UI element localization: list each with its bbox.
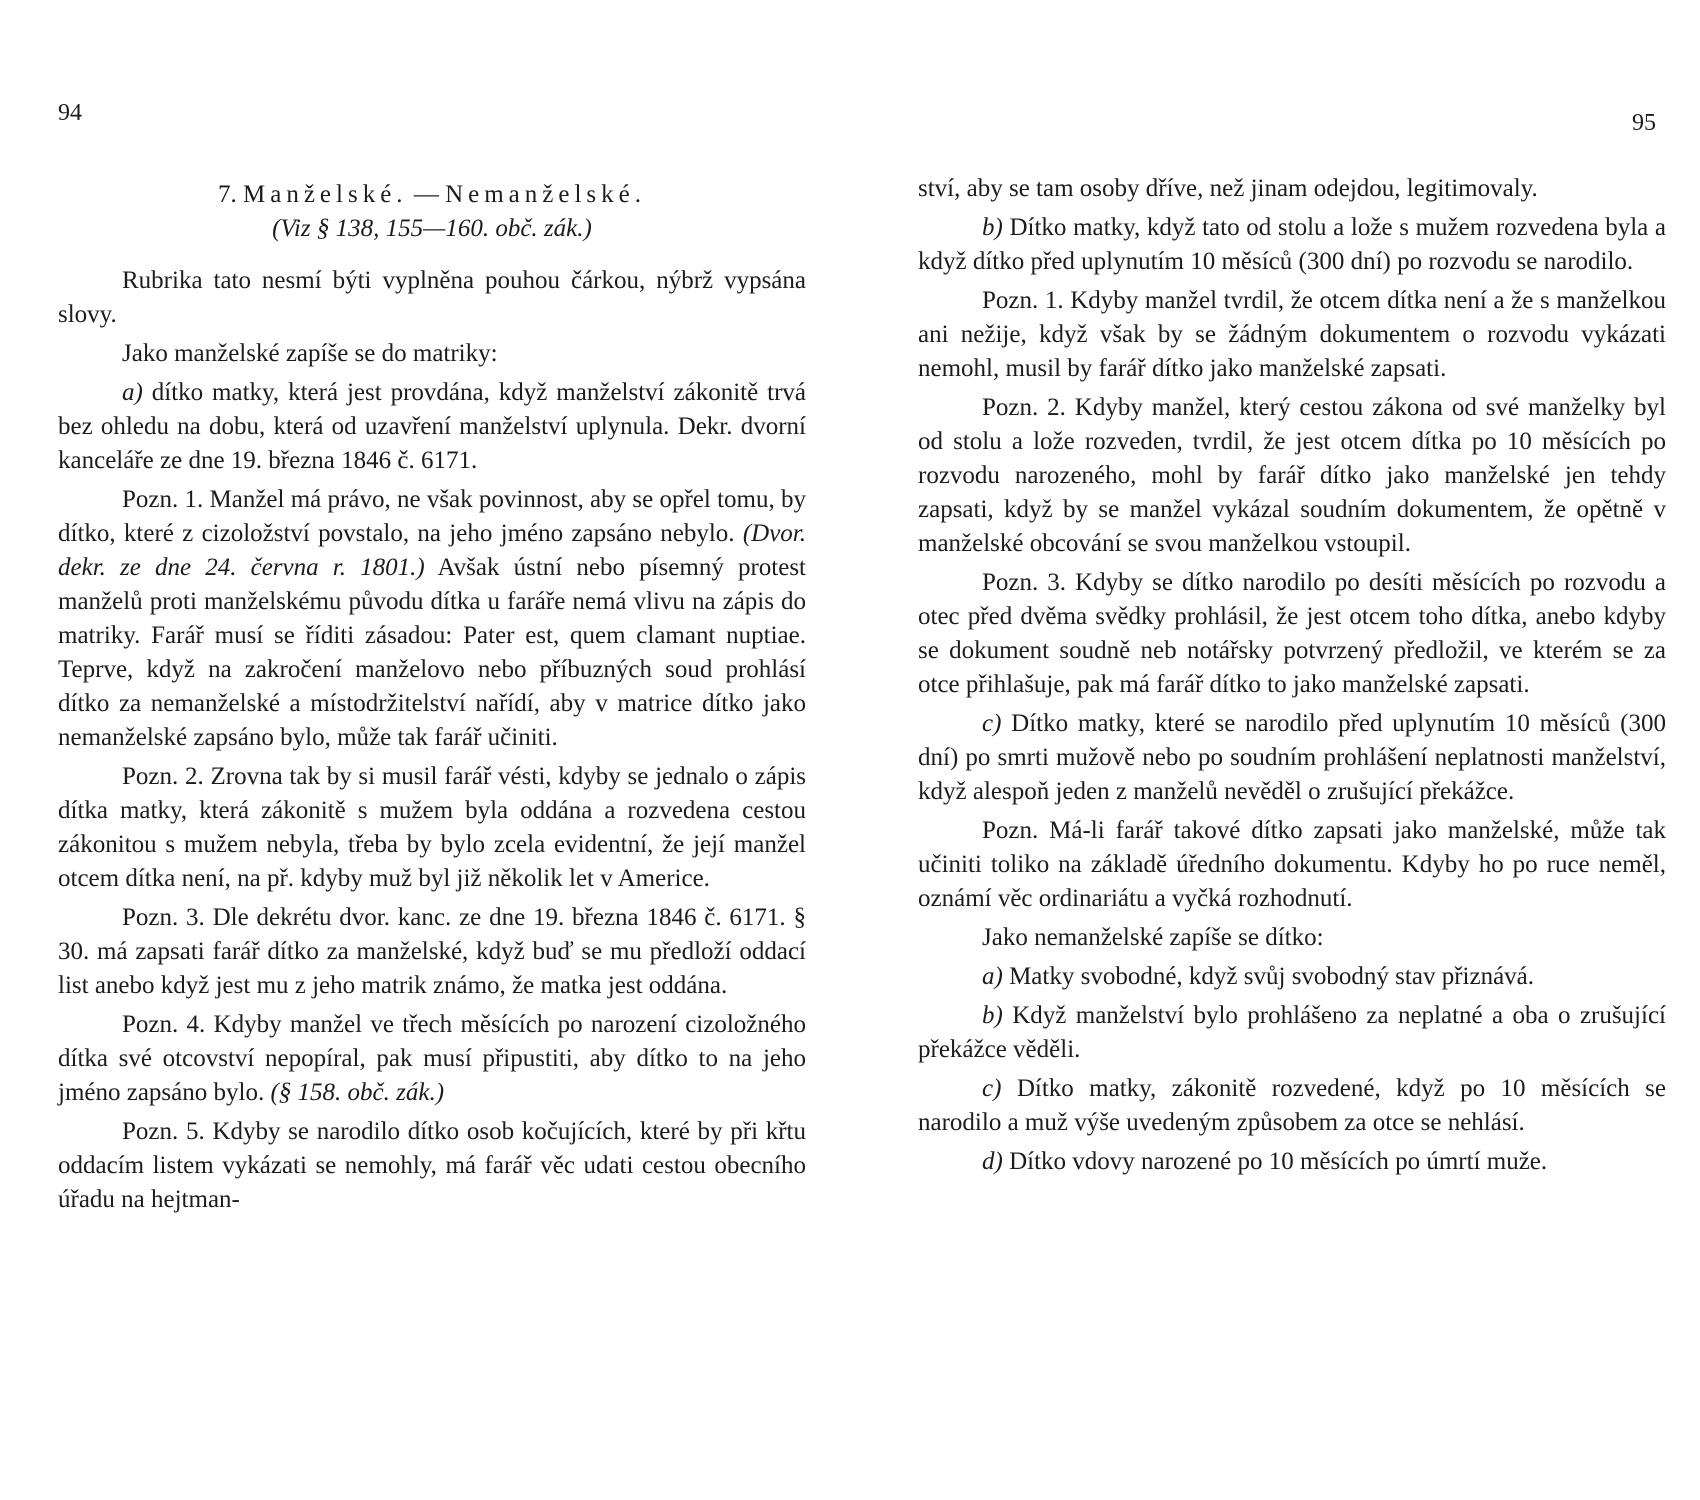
- section-dash: —: [413, 181, 439, 208]
- nonmarital-item-c: [918, 1072, 1666, 1140]
- right-note-2: Pozn. 2. Kdyby manžel, který cestou zákona od své manželky byl od stolu a lože rozveden, tvrdil, že jest otcem dítka po 10 měsících po rozvodu narozeného, mohl by farář dítko jako manželské jen tehdy zapsati, když by se manžel vykázal soudním dokumentem, že opětně v manželské obcování se svou manželkou vstoupil.: [918, 394, 1666, 557]
- nonmarital-b-text: Když manželství bylo prohlášeno za neplatné a oba o zrušující překážce věděli.: [918, 1002, 1666, 1063]
- nonmarital-d-text: Dítko vdovy narozené po 10 měsících po úmrtí muže.: [1002, 1148, 1548, 1175]
- section-title-nonmarital: Nemanželské.: [445, 181, 646, 208]
- item-a-text: dítko matky, která jest provdána, když manželství zákonitě trvá bez ohledu na dobu, která od uzavření manželství uplynula. Dekr. dvorní kanceláře ze dne 19. března 1846 č. 6171.: [58, 379, 806, 474]
- item-c-text: Dítko matky, které se narodilo před uplynutím 10 měsíců (300 dní) po smrti mužově nebo po soudním prohlášení neplatnosti manželství, když alespoň jeden z manželů nevěděl o zrušující překážce.: [918, 710, 1666, 805]
- section-legal-reference: (Viz § 138, 155—160. obč. zák.): [272, 215, 592, 242]
- right-page-column: [918, 172, 1666, 1184]
- right-note-3: Pozn. 3. Kdyby se dítko narodilo po desíti měsících po rozvodu a otec před dvěma svědky prohlásil, že jest otcem toho dítka, anebo kdyby se dokument soudně neb notářsky potvrzený předložil, ve kterém se za otce přihlašuje, pak má farář dítko to jako manželské zapsati.: [918, 569, 1666, 698]
- item-a-marker: a): [122, 379, 143, 406]
- nonmarital-a-text: Matky svobodné, když svůj svobodný stav přiznává.: [1002, 963, 1535, 990]
- right-note-1: Pozn. 1. Kdyby manžel tvrdil, že otcem dítka není a že s manželkou ani nežije, když však by se žádným dokumentem o rozvodu vykázati nemohl, musil by farář dítko jako manželské zapsati.: [918, 287, 1666, 382]
- section-title-marital: Manželské.: [243, 181, 408, 208]
- paragraph-marital-intro: Jako manželské zapíše se do matriky:: [122, 340, 498, 367]
- note-1: [58, 483, 806, 755]
- note-1-rest: Avšak ústní nebo písemný protest manželů proti manželskému původu dítka u faráře nemá vlivu na zápis do matriky. Farář musí se říditi zásadou: Pater est, quem clamant nuptiae. Teprve, když na zakročení manželovo nebo příbuzných soud prohlásí dítko za nemanželské a místodržitelství nařídí, aby v matrice dítko jako nemanželské zapsáno bylo, může tak farář učiniti.: [58, 554, 807, 751]
- nonmarital-a-marker: a): [982, 963, 1003, 990]
- continued-paragraph: ství, aby se tam osoby dříve, než jinam odejdou, legitimovaly.: [918, 175, 1538, 202]
- nonmarital-c-marker: c): [982, 1075, 1002, 1102]
- left-page-column: [58, 178, 806, 1222]
- note-1-text: Pozn. 1. Manžel má právo, ne však povinnost, aby se opřel tomu, by dítko, které z cizoložství povstalo, na jeho jméno zapsáno nebylo.: [58, 486, 806, 547]
- nonmarital-b-marker: b): [982, 1002, 1003, 1029]
- section-heading: [58, 178, 806, 212]
- note-3: Pozn. 3. Dle dekrétu dvor. kanc. ze dne 19. března 1846 č. 6171. § 30. má zapsati farář dítko za manželské, když buď se mu předloží oddací list anebo když jest mu z jeho matrik známo, že matka jest oddána.: [58, 904, 806, 999]
- item-b: [918, 211, 1666, 279]
- page-number-right: 95: [1632, 110, 1656, 136]
- paragraph-rubrika: Rubrika tato nesmí býti vyplněna pouhou čárkou, nýbrž vypsána slovy.: [58, 267, 806, 328]
- nonmarital-item-b: [918, 999, 1666, 1067]
- nonmarital-item-a: [918, 960, 1666, 994]
- nonmarital-c-text: Dítko matky, zákonitě rozvedené, když po 10 měsících se narodilo a muž výše uvedeným způsobem za otce se nehlásí.: [918, 1075, 1666, 1136]
- nonmarital-d-marker: d): [982, 1148, 1003, 1175]
- item-b-marker: b): [982, 214, 1003, 241]
- note-item-c: Pozn. Má-li farář takové dítko zapsati jako manželské, může tak učiniti toliko na základě úředního dokumentu. Kdyby ho po ruce neměl, oznámí věc ordinariátu a vyčká rozhodnutí.: [918, 817, 1666, 912]
- item-c-marker: c): [982, 710, 1002, 737]
- note-4-text: Pozn. 4. Kdyby manžel ve třech měsících po narození cizoložného dítka své otcovství nepopíral, pak musí připustiti, aby dítko to na jeho jméno zapsáno bylo.: [58, 1011, 806, 1106]
- item-b-text: Dítko matky, když tato od stolu a lože s mužem rozvedena byla a když dítko před uplynutím 10 měsíců (300 dní) po rozvodu se narodilo.: [918, 214, 1666, 275]
- item-a: [58, 376, 806, 478]
- note-5: Pozn. 5. Kdyby se narodilo dítko osob kočujících, které by při křtu oddacím listem vykázati se nemohly, má farář věc udati cestou obecního úřadu na hejtman-: [58, 1118, 806, 1213]
- note-2: Pozn. 2. Zrovna tak by si musil farář vésti, kdyby se jednalo o zápis dítka matky, která zákonitě s mužem byla oddána a rozvedena cestou zákonitou s mužem nebyla, třeba by bylo zcela evidentní, že její manžel otcem dítka není, na př. kdyby muž byl již několik let v Americe.: [58, 763, 806, 892]
- section-number: 7.: [218, 181, 237, 208]
- item-c: [918, 707, 1666, 809]
- nonmarital-item-d: [918, 1145, 1666, 1179]
- paragraph-nonmarital-intro: Jako nemanželské zapíše se dítko:: [982, 924, 1324, 951]
- note-4-reference: (§ 158. obč. zák.): [270, 1079, 445, 1106]
- note-1-reference: (Dvor. dekr. ze dne 24. června r. 1801.): [58, 520, 806, 581]
- note-4: [58, 1008, 806, 1110]
- page-number-left: 94: [58, 100, 82, 126]
